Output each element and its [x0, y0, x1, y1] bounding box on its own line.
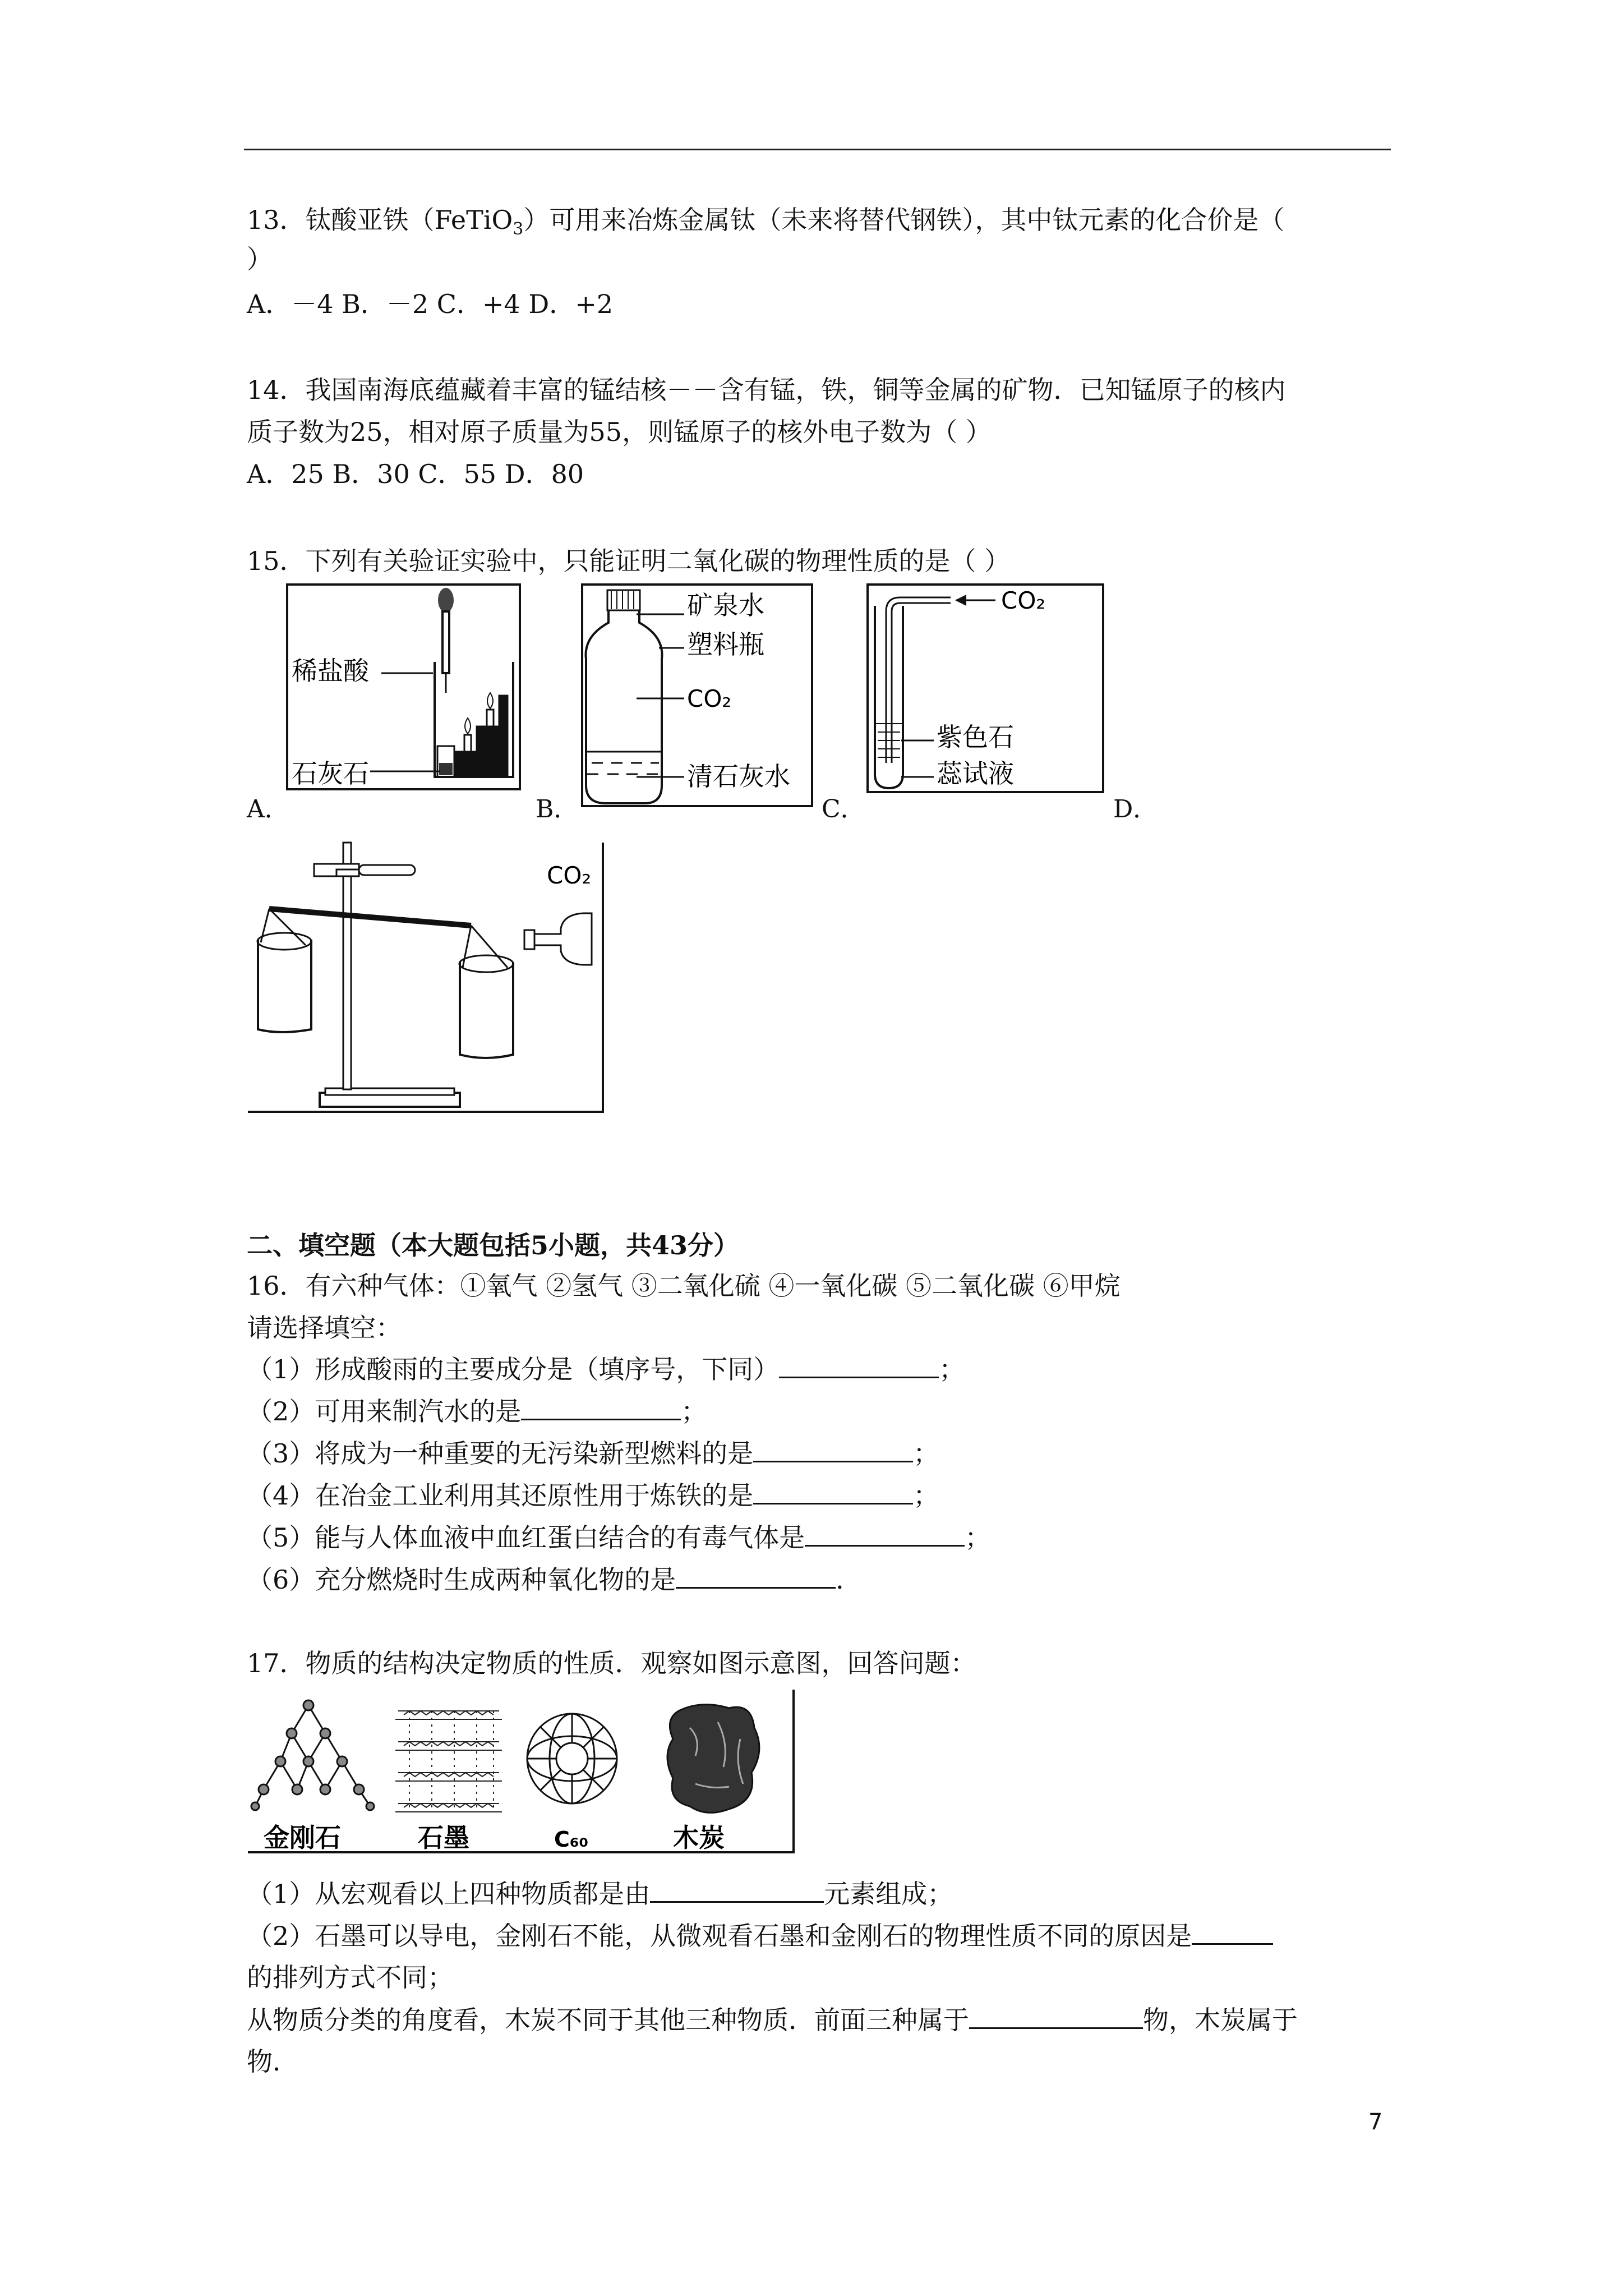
figure-c-label-2: 蕊试液 — [937, 758, 1014, 789]
header-rule — [244, 149, 1391, 150]
q15-figure-d — [247, 841, 606, 1114]
q13-stem: 13．钛酸亚铁（FeTiO$_3$）可用来冶炼金属钛（未来将替代钢铁），其中钛元素的化合价是（ — [247, 205, 1285, 240]
q15-option-c: C． — [822, 795, 865, 823]
q17-part-1: （1）从宏观看以上四种物质都是由 元素组成； — [247, 1876, 953, 1911]
figure-b-gas-label: CO₂ — [687, 685, 732, 712]
q14-options: A．25 B．30 C．55 D．80 — [247, 459, 584, 489]
c60-label: C₆₀ — [554, 1827, 589, 1852]
q15-option-d: D． — [1113, 795, 1158, 823]
figure-b-label-2: 塑料瓶 — [687, 629, 764, 660]
graphite-label: 石墨 — [418, 1823, 469, 1853]
q16-item-4: （4）在冶金工业利用其还原性用于炼铁的是 ； — [247, 1478, 939, 1512]
q17-part-3-line2: 物． — [247, 2046, 298, 2077]
charcoal-label: 木炭 — [673, 1823, 725, 1853]
q15-figure-c — [866, 583, 1105, 794]
figure-b-label-3: 清石灰水 — [687, 761, 790, 792]
q17-blank-3[interactable] — [969, 2003, 1143, 2029]
q17-part-2-line2: 的排列方式不同； — [247, 1962, 453, 1993]
figure-d-gas-label: CO₂ — [547, 862, 592, 889]
figure-a-acid-label: 稀盐酸 — [292, 656, 369, 686]
q16-blank-1[interactable] — [779, 1352, 939, 1378]
page-number: 7 — [1368, 2109, 1383, 2135]
q16-stem: 16．有六种气体：①氧气 ②氢气 ③二氧化硫 ④一氧化碳 ⑤二氧化碳 ⑥甲烷 — [247, 1271, 1121, 1301]
q15-option-b: B． — [536, 795, 579, 823]
figure-b-label-1: 矿泉水 — [687, 590, 764, 620]
q15-stem: 15．下列有关验证实验中，只能证明二氧化碳的物理性质的是（ ） — [247, 546, 1011, 576]
q15-figure-b — [580, 583, 816, 808]
q16-blank-5[interactable] — [805, 1520, 965, 1547]
q17-carbon-structures-figure — [247, 1688, 796, 1857]
q16-blank-2[interactable] — [521, 1394, 681, 1420]
q16-item-5: （5）能与人体血液中血红蛋白结合的有毒气体是 ； — [247, 1520, 990, 1554]
figure-c-gas-label: CO₂ — [1001, 587, 1046, 614]
q16-blank-6[interactable] — [676, 1562, 836, 1589]
diamond-label: 金刚石 — [264, 1823, 341, 1853]
figure-c-label-1: 紫色石 — [937, 722, 1014, 752]
q15-figure-a — [286, 583, 522, 791]
q13-stem-end: ） — [247, 244, 273, 274]
q16-prompt: 请选择填空： — [247, 1313, 402, 1343]
q14-stem-line2: 质子数为25，相对原子质量为55，则锰原子的核外电子数为（ ） — [247, 417, 992, 447]
q16-item-1: （1）形成酸雨的主要成分是（填序号，下同） ； — [247, 1352, 965, 1386]
q14-stem: 14．我国南海底蕴藏着丰富的锰结核－－含有锰，铁，铜等金属的矿物．已知锰原子的核内 — [247, 375, 1286, 405]
q16-blank-3[interactable] — [753, 1436, 913, 1462]
q13-options: A．－4 B．－2 C．+4 D．+2 — [247, 289, 614, 319]
section-2-title: 二、填空题（本大题包括5小题，共43分） — [247, 1230, 740, 1260]
q17-part-2: （2）石墨可以导电，金刚石不能，从微观看石墨和金刚石的物理性质不同的原因是 — [247, 1918, 1273, 1953]
q16-item-6: （6）充分燃烧时生成两种氧化物的是 ． — [247, 1562, 861, 1596]
q16-item-3: （3）将成为一种重要的无污染新型燃料的是 ； — [247, 1436, 939, 1470]
q17-blank-1[interactable] — [650, 1876, 824, 1903]
q17-part-3: 从物质分类的角度看，木炭不同于其他三种物质．前面三种属于 物，木炭属于 — [247, 2003, 1298, 2037]
q17-blank-2[interactable] — [1192, 1918, 1273, 1945]
q16-item-2: （2）可用来制汽水的是 ； — [247, 1394, 707, 1428]
figure-a-stone-label: 石灰石 — [292, 758, 369, 789]
q17-stem: 17．物质的结构决定物质的性质．观察如图示意图，回答问题： — [247, 1648, 976, 1678]
q16-blank-4[interactable] — [753, 1478, 913, 1504]
q15-option-a: A． — [247, 795, 289, 823]
